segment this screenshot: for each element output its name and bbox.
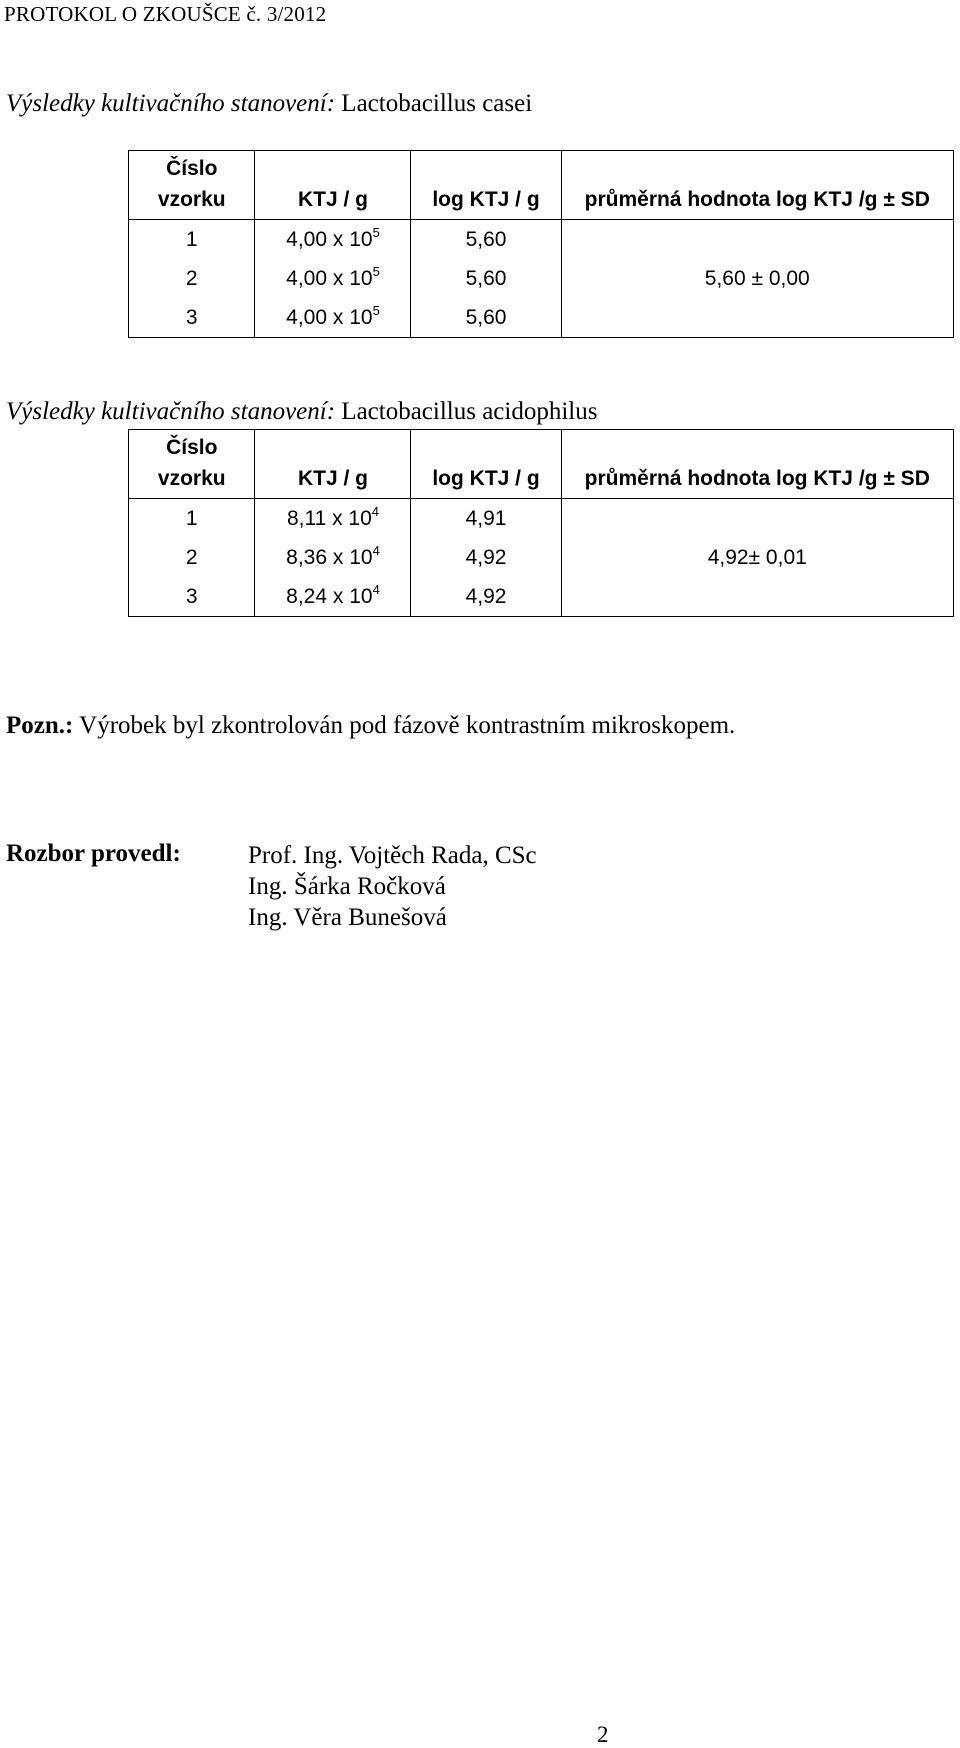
log-ktj-value: 5,60 (411, 220, 561, 260)
results-table-acidophilus (128, 429, 954, 617)
page-number: 2 (597, 1722, 609, 1747)
table-row (129, 220, 954, 260)
header-log-ktj: log KTJ / g (411, 151, 561, 220)
log-ktj-value: 4,92 (411, 577, 561, 617)
header-average: průměrná hodnota log KTJ /g ± SD (561, 430, 953, 499)
average-value: 5,60 ± 0,00 (561, 220, 953, 338)
header-sample-number: Číslo vzorku (129, 151, 255, 220)
ktj-value: 4,00 x $10^5$ (255, 298, 411, 338)
note (6, 712, 735, 740)
ktj-value: 8,11 x $10^4$ (255, 499, 411, 539)
header-ktj: KTJ / g (255, 151, 411, 220)
log-ktj-value: 4,91 (411, 499, 561, 539)
average-value: 4,92± 0,01 (561, 499, 953, 617)
analyst-name: Ing. Šárka Ročková (248, 873, 446, 900)
section-title-acidophilus (6, 398, 597, 426)
section-title-organism: Lactobacillus acidophilus (341, 398, 598, 425)
ktj-value: 4,00 x $10^5$ (255, 259, 411, 298)
analyst-list (248, 840, 537, 933)
sample-number: 1 (129, 499, 255, 539)
section-title-label: Výsledky kultivačního stanovení: (6, 398, 336, 425)
ktj-value: 4,00 x $10^5$ (255, 220, 411, 260)
header-average: průměrná hodnota log KTJ /g ± SD (561, 151, 953, 220)
log-ktj-value: 4,92 (411, 538, 561, 577)
sample-number: 1 (129, 220, 255, 260)
header-ktj: KTJ / g (255, 430, 411, 499)
table-header-row (129, 151, 954, 220)
analysis-label: Rozbor provedl: (6, 840, 181, 867)
section-title-label: Výsledky kultivačního stanovení: (6, 90, 336, 117)
header-log-ktj: log KTJ / g (411, 430, 561, 499)
section-title-organism: Lactobacillus casei (341, 90, 533, 117)
log-ktj-value: 5,60 (411, 298, 561, 338)
analyst-name: Ing. Věra Bunešová (248, 904, 447, 931)
log-ktj-value: 5,60 (411, 259, 561, 298)
analyst-name: Prof. Ing. Vojtěch Rada, CSc (248, 842, 537, 869)
ktj-value: 8,36 x $10^4$ (255, 538, 411, 577)
document-header: PROTOKOL O ZKOUŠCE č. 3/2012 (4, 2, 327, 26)
results-table-casei (128, 150, 954, 338)
table-row (129, 499, 954, 539)
sample-number: 3 (129, 298, 255, 338)
table-header-row (129, 430, 954, 499)
section-title-casei (6, 90, 532, 118)
sample-number: 2 (129, 259, 255, 298)
ktj-value: 8,24 x $10^4$ (255, 577, 411, 617)
note-label: Pozn.: (6, 712, 74, 739)
note-text: Výrobek byl zkontrolován pod fázově kontrastním mikroskopem. (73, 712, 736, 739)
header-sample-number: Číslo vzorku (129, 430, 255, 499)
sample-number: 2 (129, 538, 255, 577)
sample-number: 3 (129, 577, 255, 617)
